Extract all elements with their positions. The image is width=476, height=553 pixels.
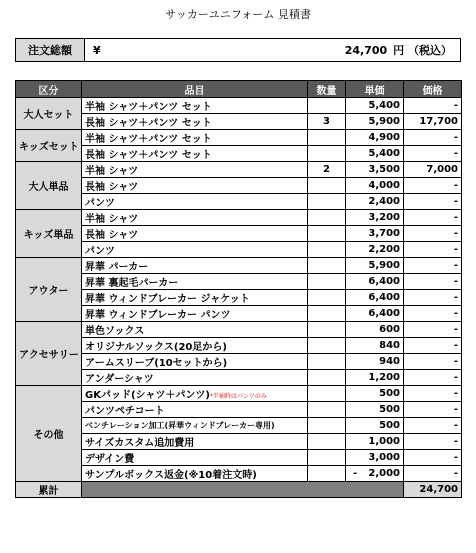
item-cell: アームスリーブ(10セットから) xyxy=(82,354,308,370)
unit-price-cell: 3,500 xyxy=(346,162,404,178)
table-row xyxy=(16,306,462,322)
item-label: GKパッド(シャツ＋パンツ) xyxy=(85,390,210,401)
table-row xyxy=(16,402,462,418)
qty-cell[interactable] xyxy=(308,402,346,418)
item-cell: パンツペチコート xyxy=(82,402,308,418)
unit-price-cell: 6,400 xyxy=(346,274,404,290)
table-row xyxy=(16,98,462,114)
qty-cell[interactable] xyxy=(308,226,346,242)
table-header-row xyxy=(16,81,462,98)
qty-cell[interactable] xyxy=(308,450,346,466)
qty-cell[interactable] xyxy=(308,306,346,322)
order-total-label: 注文総額 xyxy=(16,39,85,61)
category-cell: 大人単品 xyxy=(16,162,82,210)
category-cell: キッズ単品 xyxy=(16,210,82,258)
item-cell: 長袖 シャツ＋パンツ セット xyxy=(82,114,308,130)
category-cell: アウター xyxy=(16,258,82,322)
unit-price-cell: 6,400 xyxy=(346,306,404,322)
qty-cell[interactable]: 3 xyxy=(308,114,346,130)
item-cell: 昇華 ウィンドブレーカー ジャケット xyxy=(82,290,308,306)
price-cell: - xyxy=(404,386,462,402)
table-row xyxy=(16,386,462,402)
price-cell: - xyxy=(404,226,462,242)
table-row xyxy=(16,354,462,370)
order-total-box xyxy=(15,38,461,62)
price-cell: - xyxy=(404,466,462,482)
qty-cell[interactable] xyxy=(308,146,346,162)
price-cell: - xyxy=(404,258,462,274)
table-row xyxy=(16,162,462,178)
table-row xyxy=(16,290,462,306)
qty-cell[interactable] xyxy=(308,98,346,114)
price-cell: - xyxy=(404,322,462,338)
item-cell: オリジナルソックス(20足から) xyxy=(82,338,308,354)
price-cell: - xyxy=(404,98,462,114)
table-row xyxy=(16,258,462,274)
price-cell: - xyxy=(404,194,462,210)
item-cell: 半袖 シャツ xyxy=(82,162,308,178)
item-cell: 長袖 シャツ xyxy=(82,226,308,242)
price-cell: - xyxy=(404,418,462,434)
header-category: 区分 xyxy=(16,81,82,98)
item-cell: 昇華 裏起毛パーカー xyxy=(82,274,308,290)
unit-price-cell: 4,900 xyxy=(346,130,404,146)
price-cell: - xyxy=(404,146,462,162)
unit-price-cell: 5,900 xyxy=(346,258,404,274)
qty-cell[interactable]: 2 xyxy=(308,162,346,178)
order-total-amount: 24,700 xyxy=(344,43,388,57)
table-row xyxy=(16,114,462,130)
unit-price-cell: 5,400 xyxy=(346,146,404,162)
qty-cell[interactable] xyxy=(308,194,346,210)
table-row xyxy=(16,194,462,210)
minus-sign: - xyxy=(353,468,358,479)
quote-table xyxy=(15,80,462,498)
page-title: サッカーユニフォーム 見積書 xyxy=(165,8,311,21)
qty-cell[interactable] xyxy=(308,434,346,450)
sum-label: 累計 xyxy=(16,482,82,498)
price-cell: 7,000 xyxy=(404,162,462,178)
item-cell: 半袖 シャツ＋パンツ セット xyxy=(82,130,308,146)
price-cell: - xyxy=(404,354,462,370)
table-row xyxy=(16,210,462,226)
header-price: 価格 xyxy=(404,81,462,98)
unit-price-cell: 5,400 xyxy=(346,98,404,114)
item-cell: 半袖 シャツ xyxy=(82,210,308,226)
item-cell: パンツ xyxy=(82,194,308,210)
table-row xyxy=(16,338,462,354)
unit-price-cell: 3,700 xyxy=(346,226,404,242)
price-cell: - xyxy=(404,434,462,450)
unit-price-cell: 5,900 xyxy=(346,114,404,130)
table-row xyxy=(16,146,462,162)
qty-cell[interactable] xyxy=(308,418,346,434)
unit-price-cell: 1,000 xyxy=(346,434,404,450)
price-cell: - xyxy=(404,338,462,354)
unit-price-value: 2,000 xyxy=(368,468,400,479)
qty-cell[interactable] xyxy=(308,386,346,402)
unit-price-cell: 2,400 xyxy=(346,194,404,210)
order-total-unit: 円 （税込） xyxy=(393,44,452,57)
item-cell: アンダーシャツ xyxy=(82,370,308,386)
item-cell: 長袖 シャツ xyxy=(82,178,308,194)
unit-price-cell xyxy=(346,466,404,482)
item-note: *半袖時はパンツのみ xyxy=(209,393,267,400)
price-cell: - xyxy=(404,306,462,322)
table-row xyxy=(16,130,462,146)
price-cell: - xyxy=(404,290,462,306)
price-cell: - xyxy=(404,274,462,290)
item-cell: ベンチレーション加工(昇華ウィンドブレーカー専用) xyxy=(82,418,308,434)
qty-cell[interactable] xyxy=(308,178,346,194)
table-row xyxy=(16,370,462,386)
unit-price-cell: 1,200 xyxy=(346,370,404,386)
category-cell: アクセサリー xyxy=(16,322,82,386)
unit-price-cell: 4,000 xyxy=(346,178,404,194)
currency-symbol: ¥ xyxy=(93,43,101,57)
table-row xyxy=(16,434,462,450)
qty-cell[interactable] xyxy=(308,242,346,258)
category-cell: その他 xyxy=(16,386,82,482)
price-cell: - xyxy=(404,210,462,226)
unit-price-cell: 600 xyxy=(346,322,404,338)
qty-cell[interactable] xyxy=(308,354,346,370)
qty-cell[interactable] xyxy=(308,274,346,290)
sum-total: 24,700 xyxy=(404,482,462,498)
qty-cell[interactable] xyxy=(308,130,346,146)
unit-price-cell: 3,000 xyxy=(346,450,404,466)
qty-cell[interactable] xyxy=(308,210,346,226)
header-unit-price: 単価 xyxy=(346,81,404,98)
qty-cell[interactable] xyxy=(308,370,346,386)
unit-price-cell: 2,200 xyxy=(346,242,404,258)
item-cell: 長袖 シャツ＋パンツ セット xyxy=(82,146,308,162)
item-cell: 昇華 パーカー xyxy=(82,258,308,274)
unit-price-cell: 940 xyxy=(346,354,404,370)
qty-cell[interactable] xyxy=(308,322,346,338)
table-row xyxy=(16,450,462,466)
sum-spacer xyxy=(82,482,404,498)
qty-cell[interactable] xyxy=(308,466,346,482)
unit-price-cell: 3,200 xyxy=(346,210,404,226)
header-qty: 数量 xyxy=(308,81,346,98)
qty-cell[interactable] xyxy=(308,290,346,306)
qty-cell[interactable] xyxy=(308,258,346,274)
item-cell: サイズカスタム追加費用 xyxy=(82,434,308,450)
unit-price-cell: 840 xyxy=(346,338,404,354)
table-row xyxy=(16,226,462,242)
price-cell: - xyxy=(404,402,462,418)
item-cell: 昇華 ウィンドブレーカー パンツ xyxy=(82,306,308,322)
table-row xyxy=(16,418,462,434)
category-cell: キッズセット xyxy=(16,130,82,162)
table-row xyxy=(16,466,462,482)
table-row xyxy=(16,322,462,338)
unit-price-cell: 500 xyxy=(346,418,404,434)
item-cell xyxy=(82,386,308,402)
table-row xyxy=(16,242,462,258)
item-cell: デザイン費 xyxy=(82,450,308,466)
item-cell: パンツ xyxy=(82,242,308,258)
qty-cell[interactable] xyxy=(308,338,346,354)
price-cell: - xyxy=(404,370,462,386)
item-cell: 半袖 シャツ＋パンツ セット xyxy=(82,98,308,114)
unit-price-cell: 6,400 xyxy=(346,290,404,306)
header-item: 品目 xyxy=(82,81,308,98)
unit-price-cell: 500 xyxy=(346,402,404,418)
table-row xyxy=(16,178,462,194)
sum-row xyxy=(16,482,462,498)
unit-price-cell: 500 xyxy=(346,386,404,402)
item-cell: 単色ソックス xyxy=(82,322,308,338)
table-row xyxy=(16,274,462,290)
price-cell: - xyxy=(404,242,462,258)
price-cell: - xyxy=(404,178,462,194)
price-cell: - xyxy=(404,450,462,466)
item-cell: サンプルボックス返金(※10着注文時) xyxy=(82,466,308,482)
category-cell: 大人セット xyxy=(16,98,82,130)
price-cell: 17,700 xyxy=(404,114,462,130)
price-cell: - xyxy=(404,130,462,146)
